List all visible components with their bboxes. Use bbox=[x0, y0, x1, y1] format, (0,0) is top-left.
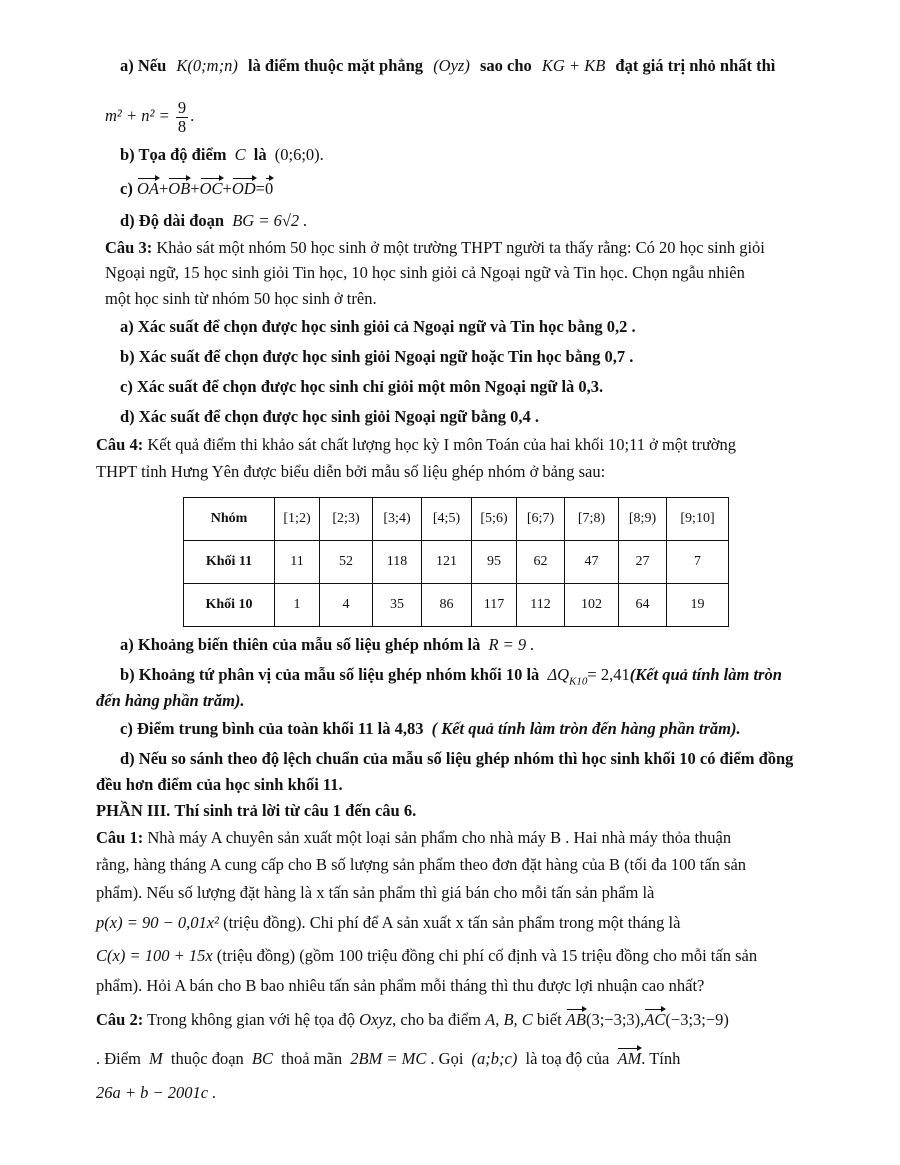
table-cell: 62 bbox=[517, 541, 565, 584]
table-header-cell: Nhóm bbox=[184, 498, 275, 541]
p3-cau1-line5 bbox=[96, 945, 757, 967]
table-row-label: Khối 10 bbox=[184, 584, 275, 627]
p3-cau1-line1 bbox=[96, 827, 731, 849]
q2-a-fraction bbox=[176, 99, 188, 136]
p3-cau2-line1 bbox=[96, 1009, 729, 1031]
table-cell: 121 bbox=[422, 541, 472, 584]
cau3-item-d: d) Xác suất để chọn được học sinh giỏi Ngoại ngữ bằng 0,4 . bbox=[120, 407, 540, 426]
cau3-title: Câu 3: bbox=[105, 238, 153, 257]
table-header-cell: [1;2) bbox=[275, 498, 320, 541]
p3-cau2-title: Câu 2: bbox=[96, 1010, 144, 1029]
table-cell: 112 bbox=[517, 584, 565, 627]
p3-cau1-line2: rằng, hàng tháng A cung cấp cho B số lượng sản phẩm theo đơn đặt hàng của B (tối đa 100 tấn sản bbox=[96, 855, 747, 874]
table-header-cell: [7;8) bbox=[565, 498, 619, 541]
cau3-line1 bbox=[105, 237, 765, 259]
table-row-label: Khối 11 bbox=[184, 541, 275, 584]
q2-b-C: C bbox=[234, 145, 246, 164]
vector-ab: AB bbox=[565, 1010, 586, 1029]
cau4-a-expr: R = 9 . bbox=[488, 635, 535, 654]
p3-cau2-eq: 2BM = MC bbox=[350, 1049, 427, 1068]
q2-a-num: 9 bbox=[177, 97, 187, 117]
vector-am: AM bbox=[617, 1049, 642, 1068]
q2-item-b bbox=[120, 144, 324, 166]
p3-cau1-text1: Nhà máy A chuyên sản xuất một loại sản phẩm cho nhà máy B . Hai nhà máy thỏa thuận bbox=[147, 828, 732, 847]
cau4-b-val: = 2,41 bbox=[587, 665, 630, 684]
table-cell: 7 bbox=[667, 541, 729, 584]
ac-coord: (−3;3;−9) bbox=[665, 1010, 729, 1029]
vector-oa: OA bbox=[136, 179, 159, 198]
part3-heading bbox=[96, 800, 416, 822]
cau4-b-note2: đến hàng phần trăm). bbox=[96, 691, 245, 710]
p3-cau2-mid: , cho ba điểm bbox=[392, 1010, 481, 1029]
table-cell: 95 bbox=[472, 541, 517, 584]
cau4-item-d-line1: d) Nếu so sánh theo độ lệch chuẩn của mẫu số liệu ghép nhóm thì học sinh khối 10 có điểm đồng bbox=[120, 749, 794, 768]
cau4-item-a bbox=[120, 634, 534, 656]
q2-c-label: c) bbox=[120, 179, 133, 198]
cau4-b-expr: ΔQ bbox=[547, 665, 570, 684]
cau4-item-b bbox=[120, 664, 782, 692]
q2-a-eq-left: m² + n² = bbox=[105, 106, 170, 125]
plus-sign: + bbox=[222, 179, 232, 198]
q2-a-label: a) Nếu bbox=[120, 56, 167, 75]
table-header-cell: [5;6) bbox=[472, 498, 517, 541]
table-cell: 11 bbox=[275, 541, 320, 584]
vector-od: OD bbox=[231, 179, 256, 198]
p3-cau2-text: Trong không gian với hệ tọa độ bbox=[147, 1010, 355, 1029]
equals-sign: = bbox=[255, 179, 265, 198]
p3-cau2-line2 bbox=[96, 1048, 680, 1070]
table-header-cell: [9;10] bbox=[667, 498, 729, 541]
p3-cau2-l2d: . Gọi bbox=[430, 1049, 464, 1068]
p3-cau1-line6: phẩm). Hỏi A bán cho B bao nhiêu tấn sản phẩm mỗi tháng thì thu được lợi nhuận cao nhất? bbox=[96, 976, 705, 995]
p3-cau2-l2c: thoả mãn bbox=[281, 1049, 343, 1068]
q2-b-text: b) Tọa độ điểm bbox=[120, 145, 227, 164]
q2-a-part4: đạt giá trị nhỏ nhất thì bbox=[615, 56, 776, 75]
p3-cau2-BC: BC bbox=[251, 1049, 273, 1068]
vector-ob: OB bbox=[168, 179, 191, 198]
table-cell: 47 bbox=[565, 541, 619, 584]
part3-title: PHẦN III. bbox=[96, 801, 171, 820]
cau4-c-note: ( Kết quả tính làm tròn đến hàng phần trăm). bbox=[431, 719, 741, 738]
p3-cau2-M: M bbox=[149, 1049, 163, 1068]
p3-cau1-line4-rest: (triệu đồng). Chi phí để A sản xuất x tấn sản phẩm trong một tháng là bbox=[223, 913, 681, 932]
q2-b-coord: (0;6;0). bbox=[274, 145, 324, 164]
p3-cau2-pts: A, B, C bbox=[485, 1010, 533, 1029]
q2-a-K: K(0;m;n) bbox=[176, 56, 238, 75]
cau3-item-c: c) Xác suất để chọn được học sinh chỉ giỏi một môn Ngoại ngữ là 0,3. bbox=[120, 377, 604, 396]
table-cell: 1 bbox=[275, 584, 320, 627]
p3-cau2-l2f: . Tính bbox=[641, 1049, 681, 1068]
p3-cau1-line4 bbox=[96, 912, 680, 934]
p3-cau1-line3: phẩm). Nếu số lượng đặt hàng là x tấn sản phẩm thì giá bán cho mỗi tấn sản phẩm là bbox=[96, 883, 655, 902]
zero-vector: 0 bbox=[264, 179, 274, 198]
table-cell: 27 bbox=[619, 541, 667, 584]
table-cell: 52 bbox=[320, 541, 373, 584]
cau3-line3: một học sinh từ nhóm 50 học sinh ở trên. bbox=[105, 289, 377, 308]
cau4-b-note: (Kết quả tính làm tròn bbox=[629, 665, 782, 684]
cau3-line2: Ngoại ngữ, 15 học sinh giỏi Tin học, 10 học sinh giỏi cả Ngoại ngữ và Tin học. Chọn ngẫu nhiên bbox=[105, 263, 745, 282]
p3-cau1-line5-rest: (triệu đồng) (gồm 100 triệu đồng chi phí cố định và 15 triệu đồng cho mỗi tấn sản bbox=[216, 946, 758, 965]
table-cell: 19 bbox=[667, 584, 729, 627]
score-table bbox=[183, 497, 729, 627]
q2-b-la: là bbox=[253, 145, 267, 164]
q2-a-part2: là điểm thuộc mặt phẳng bbox=[247, 56, 424, 75]
p3-cau2-oxyz: Oxyz bbox=[359, 1010, 393, 1029]
table-header-cell: [4;5) bbox=[422, 498, 472, 541]
cau3-item-b: b) Xác suất để chọn được học sinh giỏi Ngoại ngữ hoặc Tin học bằng 0,7 . bbox=[120, 347, 634, 366]
table-header-cell: [6;7) bbox=[517, 498, 565, 541]
q2-d-text: d) Độ dài đoạn bbox=[120, 211, 225, 230]
vector-ac: AC bbox=[644, 1010, 666, 1029]
table-cell: 118 bbox=[373, 541, 422, 584]
plus-sign: + bbox=[190, 179, 200, 198]
p3-cau2-biet: biết bbox=[536, 1010, 562, 1029]
table-row-khoi11 bbox=[184, 541, 729, 584]
q2-item-a-line2 bbox=[105, 96, 194, 136]
p3-cau1-title: Câu 1: bbox=[96, 828, 144, 847]
cau4-a-text: a) Khoảng biến thiên của mẫu số liệu ghép nhóm là bbox=[120, 635, 481, 654]
cau4-item-c bbox=[120, 718, 741, 740]
cau3-item-a: a) Xác suất để chọn được học sinh giỏi cả Ngoại ngữ và Tin học bằng 0,2 . bbox=[120, 317, 636, 336]
table-cell: 86 bbox=[422, 584, 472, 627]
p3-cau2-l2a: . Điểm bbox=[96, 1049, 141, 1068]
plus-sign: + bbox=[158, 179, 169, 198]
cau4-b-sub: K10 bbox=[569, 675, 588, 688]
table-header-cell: [8;9) bbox=[619, 498, 667, 541]
table-header-row bbox=[184, 498, 729, 541]
cau4-title: Câu 4: bbox=[96, 435, 144, 454]
p3-cau1-price-expr: p(x) = 90 − 0,01x² bbox=[96, 913, 219, 932]
cau4-b-text: b) Khoảng tứ phân vị của mẫu số liệu ghép nhóm khối 10 là bbox=[120, 665, 540, 684]
q2-a-expr: KG + KB bbox=[541, 56, 606, 75]
q2-item-d bbox=[120, 210, 307, 232]
table-header-cell: [2;3) bbox=[320, 498, 373, 541]
p3-cau2-line3: 26a + b − 2001c . bbox=[96, 1083, 217, 1102]
part3-text: Thí sinh trả lời từ câu 1 đến câu 6. bbox=[174, 801, 417, 820]
q2-item-c bbox=[120, 178, 273, 200]
cau4-item-d-line2: đều hơn điểm của học sinh khối 11. bbox=[96, 775, 343, 794]
p3-cau2-l2e: là toạ độ của bbox=[525, 1049, 610, 1068]
q2-d-expr: BG = 6√2 . bbox=[232, 211, 308, 230]
p3-cau1-cost-expr: C(x) = 100 + 15x bbox=[96, 946, 213, 965]
cau4-line1 bbox=[96, 434, 736, 456]
p3-cau2-l2b: thuộc đoạn bbox=[170, 1049, 244, 1068]
cau3-text1: Khảo sát một nhóm 50 học sinh ở một trường THPT người ta thấy rằng: Có 20 học sinh giỏi bbox=[156, 238, 765, 257]
p3-cau2-abc: (a;b;c) bbox=[471, 1049, 518, 1068]
table-cell: 35 bbox=[373, 584, 422, 627]
table-row-khoi10 bbox=[184, 584, 729, 627]
q2-a-plane: (Oyz) bbox=[433, 56, 470, 75]
q2-a-end: . bbox=[190, 106, 195, 125]
table-cell: 4 bbox=[320, 584, 373, 627]
ab-coord: (3;−3;3), bbox=[585, 1010, 645, 1029]
vector-oc: OC bbox=[199, 179, 223, 198]
cau4-line2: THPT tỉnh Hưng Yên được biểu diễn bởi mẫu số liệu ghép nhóm ở bảng sau: bbox=[96, 462, 606, 481]
table-cell: 64 bbox=[619, 584, 667, 627]
cau4-c-text: c) Điểm trung bình của toàn khối 11 là 4,83 bbox=[120, 719, 424, 738]
cau4-text1: Kết quả điểm thi khảo sát chất lượng học kỳ I môn Toán của hai khối 10;11 ở một trường bbox=[147, 435, 737, 454]
q2-item-a-line1 bbox=[120, 55, 775, 77]
table-header-cell: [3;4) bbox=[373, 498, 422, 541]
q2-a-part3: sao cho bbox=[479, 56, 532, 75]
q2-a-den: 8 bbox=[177, 116, 187, 136]
table-cell: 117 bbox=[472, 584, 517, 627]
table-cell: 102 bbox=[565, 584, 619, 627]
